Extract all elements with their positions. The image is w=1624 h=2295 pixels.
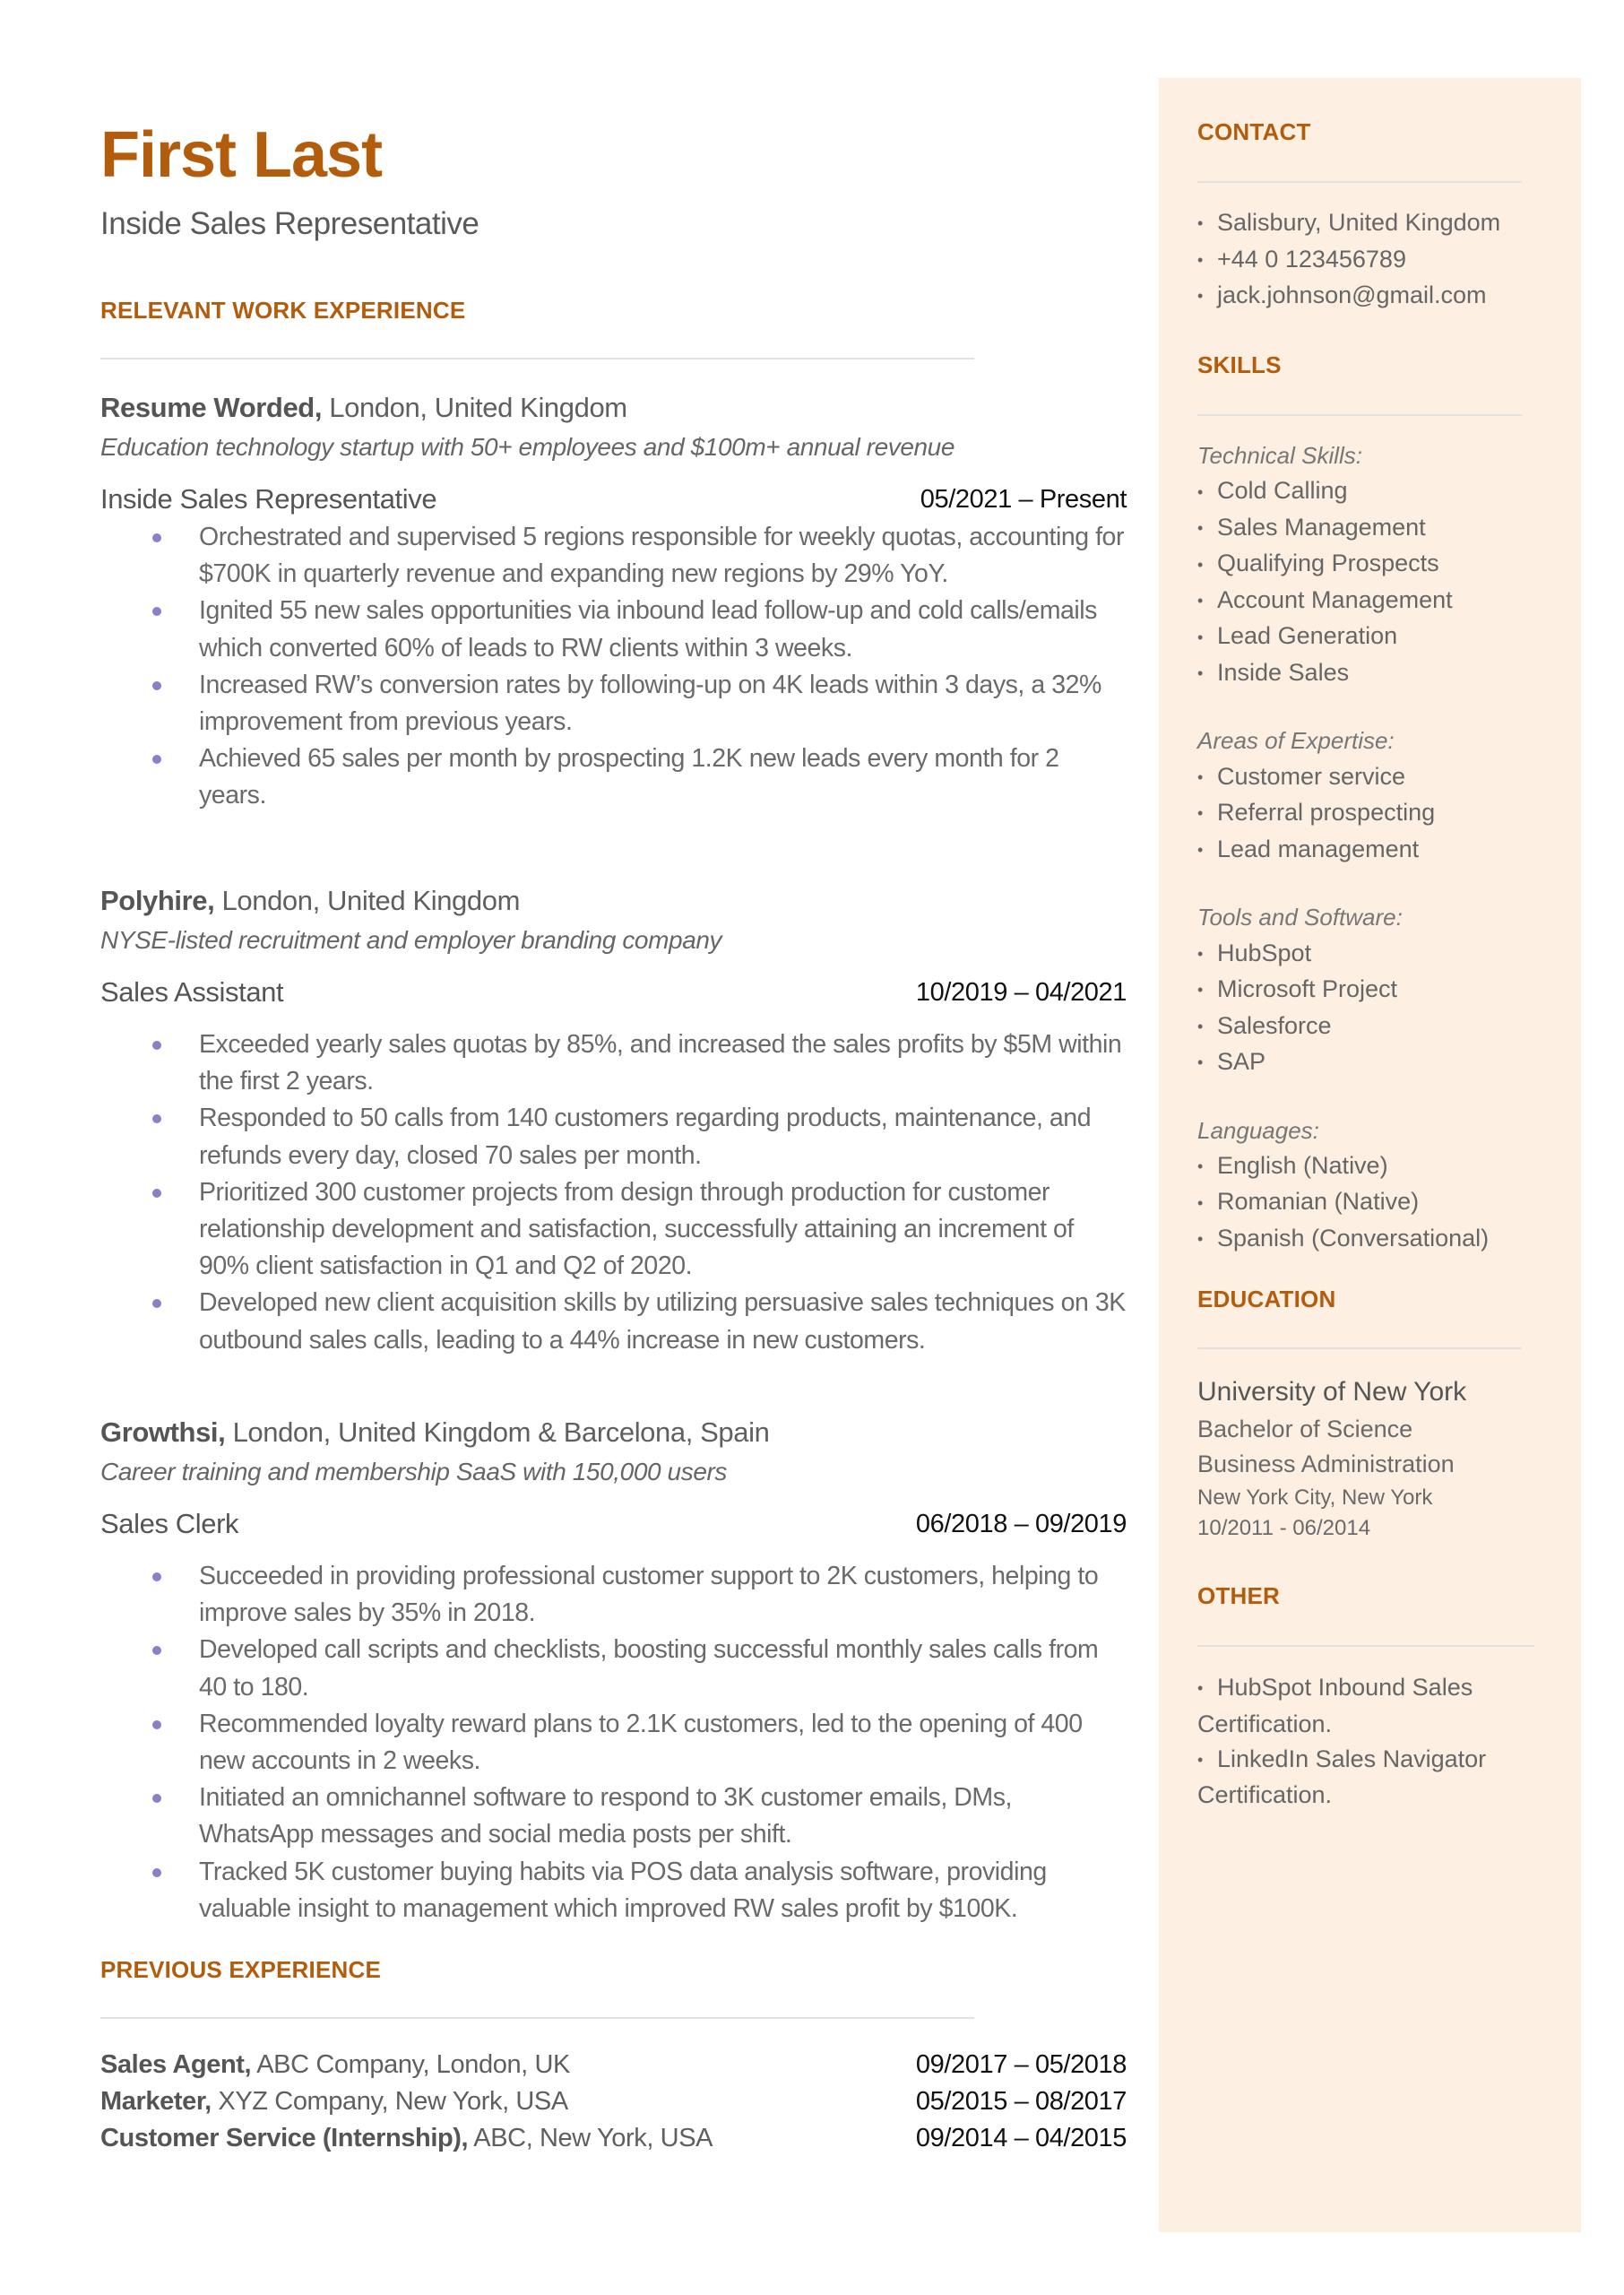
bullet-icon (152, 533, 161, 542)
job-entry (100, 1413, 1127, 1927)
skill-item-text: Lead management (1217, 835, 1420, 862)
previous-role-row (100, 2083, 1127, 2120)
bullet-icon: • (1197, 482, 1204, 501)
previous-role-row (100, 2047, 1127, 2083)
bullet-icon: • (1197, 1193, 1204, 1212)
achievement-list (100, 1558, 1127, 1927)
achievement-item (199, 1706, 1127, 1780)
company-line (100, 881, 1127, 921)
bullet-icon: • (1197, 628, 1204, 646)
section-heading-previous-experience: PREVIOUS EXPERIENCE (100, 1956, 381, 1983)
company-location: London, United Kingdom (214, 885, 520, 916)
job-dates: 10/2019 – 04/2021 (915, 978, 1127, 1007)
skill-item (1197, 1184, 1556, 1221)
contact-item (1197, 205, 1556, 242)
achievement-item (199, 1632, 1127, 1705)
achievement-text: Recommended loyalty reward plans to 2.1K customers, led to the opening of 400 new accounts in 2 weeks. (199, 1709, 1083, 1776)
skill-item-text: Account Management (1217, 585, 1453, 613)
skill-item (1197, 655, 1556, 692)
company-location: London, United Kingdom & Barcelona, Spain (225, 1416, 770, 1448)
bullet-icon (152, 755, 161, 764)
job-entry (100, 881, 1127, 1359)
company-line (100, 1413, 1127, 1452)
job-role: Sales Clerk (100, 1508, 239, 1539)
skill-item-text: Microsoft Project (1217, 975, 1398, 1003)
job-role: Inside Sales Representative (100, 483, 437, 515)
spacer (1197, 868, 1556, 900)
achievement-item (199, 1026, 1127, 1100)
bullet-icon (152, 1189, 161, 1198)
previous-experience-list (100, 2047, 1127, 2157)
contact-item-text: jack.johnson@gmail.com (1217, 281, 1487, 309)
achievement-text: Initiated an omnichannel software to respond to 3K customer emails, DMs, WhatsApp messages and social media posts per shift. (199, 1783, 1012, 1849)
company-name: Resume Worded, (100, 392, 323, 423)
achievement-item (199, 1285, 1127, 1358)
job-entry (100, 388, 1127, 815)
skill-item (1197, 619, 1556, 655)
bullet-icon: • (1197, 1230, 1204, 1249)
divider (1197, 414, 1522, 416)
certification-item-text: LinkedIn Sales Navigator Certification. (1197, 1745, 1487, 1809)
divider (100, 358, 974, 359)
skill-item-text: Lead Generation (1217, 622, 1398, 650)
bullet-icon: • (1197, 1053, 1204, 1072)
company-name: Polyhire, (100, 885, 215, 916)
bullet-icon (152, 1646, 161, 1655)
contact-list (1197, 205, 1556, 315)
achievement-item (199, 1780, 1127, 1853)
previous-role-org: XYZ Company, New York, USA (211, 2087, 568, 2116)
section-heading-education: EDUCATION (1197, 1286, 1336, 1312)
bullet-icon (152, 1868, 161, 1877)
bullet-icon: • (1197, 250, 1204, 269)
section-heading-skills: SKILLS (1197, 351, 1282, 378)
field-of-study: Business Administration (1197, 1451, 1455, 1477)
skill-item (1197, 832, 1556, 869)
achievement-text: Ignited 55 new sales opportunities via inbound lead follow-up and cold calls/emails which converted 60% of leads to RW clients within 3 weeks. (199, 596, 1097, 663)
achievement-text: Succeeded in providing professional customer support to 2K customers, helping to improve sales by 35% in 2018. (199, 1562, 1099, 1628)
job-dates: 05/2021 – Present (920, 485, 1127, 514)
previous-role-dates: 09/2014 – 04/2015 (915, 2124, 1127, 2152)
bullet-icon: • (1197, 804, 1204, 823)
skill-item-text: SAP (1217, 1048, 1266, 1076)
achievement-text: Achieved 65 sales per month by prospecting 1.2K new leads every month for 2 years. (199, 744, 1059, 810)
bullet-icon: • (1197, 1751, 1204, 1770)
school-location: New York City, New York (1197, 1485, 1433, 1510)
bullet-icon (152, 607, 161, 616)
bullet-icon (152, 1572, 161, 1581)
bullet-icon: • (1197, 592, 1204, 611)
bullet-icon: • (1197, 287, 1204, 306)
achievement-item (199, 519, 1127, 593)
previous-role-org: ABC Company, London, UK (251, 2050, 570, 2079)
skill-item (1197, 972, 1556, 1009)
divider (1197, 1645, 1534, 1647)
education-entry (1197, 1373, 1556, 1543)
achievement-text: Orchestrated and supervised 5 regions responsible for weekly quotas, accounting for $700K in quarterly revenue and expanding new regions by 29% YoY. (199, 523, 1124, 589)
previous-role (100, 2120, 713, 2157)
bullet-icon (152, 1794, 161, 1803)
previous-role-title: Sales Agent, (100, 2050, 252, 2079)
skill-item (1197, 759, 1556, 796)
previous-role-title: Marketer, (100, 2087, 212, 2116)
certification-item (1197, 1670, 1538, 1742)
previous-role-dates: 09/2017 – 05/2018 (915, 2050, 1127, 2079)
contact-item-text: +44 0 123456789 (1217, 245, 1406, 273)
previous-role (100, 2083, 568, 2120)
achievement-text: Prioritized 300 customer projects from design through production for customer relationship development and satisfaction, successfully attaining an increment of 90% client satisfaction in Q1 and Q2 of 2020. (199, 1177, 1074, 1281)
skill-item-text: Referral prospecting (1217, 799, 1436, 827)
skill-item-text: Romanian (Native) (1217, 1188, 1420, 1216)
achievement-text: Responded to 50 calls from 140 customers regarding products, maintenance, and refunds every day, closed 70 sales per month. (199, 1104, 1092, 1170)
certification-item (1197, 1742, 1538, 1814)
company-line (100, 388, 1127, 428)
skill-item-text: Inside Sales (1217, 658, 1350, 686)
skill-item-text: English (Native) (1217, 1151, 1388, 1179)
candidate-name: First Last (100, 119, 383, 191)
skill-category: Tools and Software: (1197, 904, 1403, 931)
achievement-text: Exceeded yearly sales quotas by 85%, and increased the sales profits by $5M within the first 2 years. (199, 1030, 1122, 1096)
previous-role-org: ABC, New York, USA (468, 2124, 713, 2152)
skill-item (1197, 510, 1556, 547)
skill-item (1197, 1044, 1556, 1081)
achievement-text: Developed new client acquisition skills by utilizing persuasive sales techniques on 3K outbound sales calls, leading to a 44% increase in new customers. (199, 1288, 1126, 1355)
role-line (100, 973, 1127, 1012)
bullet-icon: • (1197, 555, 1204, 574)
skill-item (1197, 795, 1556, 832)
role-line (100, 1504, 1127, 1544)
achievement-item (199, 1558, 1127, 1632)
skill-item-text: HubSpot (1217, 939, 1312, 966)
bullet-icon: • (1197, 981, 1204, 1000)
achievement-item (199, 667, 1127, 740)
bullet-icon: • (1197, 1017, 1204, 1035)
education-dates: 10/2011 - 06/2014 (1197, 1516, 1371, 1540)
divider (1197, 1347, 1522, 1349)
achievement-text: Tracked 5K customer buying habits via POS data analysis software, providing valuable insight to management which improved RW sales profit by $100K. (199, 1857, 1047, 1923)
spacer (1197, 1081, 1556, 1113)
skill-item-text: Salesforce (1217, 1011, 1332, 1039)
section-heading-other: OTHER (1197, 1582, 1280, 1609)
skill-item (1197, 1009, 1556, 1045)
divider (100, 2017, 974, 2019)
previous-role (100, 2047, 570, 2083)
divider (1197, 181, 1522, 183)
company-description: Education technology startup with 50+ employees and $100m+ annual revenue (100, 433, 955, 461)
achievement-item (199, 1174, 1127, 1286)
achievement-item (199, 740, 1127, 814)
contact-item (1197, 278, 1556, 315)
skill-item-text: Cold Calling (1217, 477, 1348, 505)
achievement-list (100, 519, 1127, 815)
bullet-icon: • (1197, 767, 1204, 786)
bullet-icon: • (1197, 840, 1204, 859)
company-description: Career training and membership SaaS with 150,000 users (100, 1458, 728, 1485)
skill-category: Technical Skills: (1197, 442, 1363, 469)
job-dates: 06/2018 – 09/2019 (915, 1510, 1127, 1538)
previous-role-title: Customer Service (Internship), (100, 2124, 469, 2152)
role-line (100, 480, 1127, 519)
achievement-text: Increased RW’s conversion rates by following-up on 4K leads within 3 days, a 32% improvement from previous years. (199, 670, 1101, 737)
bullet-icon: • (1197, 944, 1204, 963)
bullet-icon: • (1197, 214, 1204, 233)
skill-item (1197, 546, 1556, 583)
bullet-icon: • (1197, 519, 1204, 538)
skill-item-text: Sales Management (1217, 513, 1426, 541)
company-location: London, United Kingdom (322, 392, 627, 423)
skill-item (1197, 1148, 1556, 1185)
skill-item-text: Spanish (Conversational) (1217, 1224, 1490, 1251)
achievement-item (199, 1854, 1127, 1927)
achievement-list (100, 1026, 1127, 1359)
candidate-title: Inside Sales Representative (100, 206, 479, 241)
skill-item (1197, 583, 1556, 619)
job-role: Sales Assistant (100, 976, 284, 1008)
spacer (1197, 691, 1556, 723)
skills-list (1197, 438, 1556, 1257)
school-name: University of New York (1197, 1377, 1467, 1407)
degree: Bachelor of Science (1197, 1416, 1413, 1442)
previous-role-row (100, 2120, 1127, 2157)
company-description: NYSE-listed recruitment and employer branding company (100, 926, 722, 954)
section-heading-contact: CONTACT (1197, 118, 1311, 145)
bullet-icon: • (1197, 664, 1204, 683)
bullet-icon (152, 1114, 161, 1123)
skill-item (1197, 473, 1556, 510)
skill-item (1197, 1221, 1556, 1258)
contact-item-text: Salisbury, United Kingdom (1217, 209, 1501, 236)
skill-category: Languages: (1197, 1116, 1319, 1144)
bullet-icon: • (1197, 1679, 1204, 1698)
skill-item-text: Customer service (1217, 762, 1406, 790)
bullet-icon (152, 681, 161, 690)
bullet-icon (152, 1720, 161, 1729)
certification-item-text: HubSpot Inbound Sales Certification. (1197, 1674, 1473, 1737)
achievement-item (199, 1100, 1127, 1173)
previous-role-dates: 05/2015 – 08/2017 (915, 2087, 1127, 2116)
bullet-icon (152, 1299, 161, 1308)
other-list (1197, 1670, 1538, 1814)
contact-item (1197, 242, 1556, 279)
skill-item (1197, 936, 1556, 973)
achievement-item (199, 593, 1127, 666)
skill-item-text: Qualifying Prospects (1217, 550, 1439, 577)
section-heading-relevant-experience: RELEVANT WORK EXPERIENCE (100, 297, 466, 324)
bullet-icon: • (1197, 1157, 1204, 1176)
skill-category: Areas of Expertise: (1197, 727, 1395, 755)
company-name: Growthsi, (100, 1416, 226, 1448)
bullet-icon (152, 1041, 161, 1050)
achievement-text: Developed call scripts and checklists, boosting successful monthly sales calls from 40 to 180. (199, 1635, 1099, 1702)
